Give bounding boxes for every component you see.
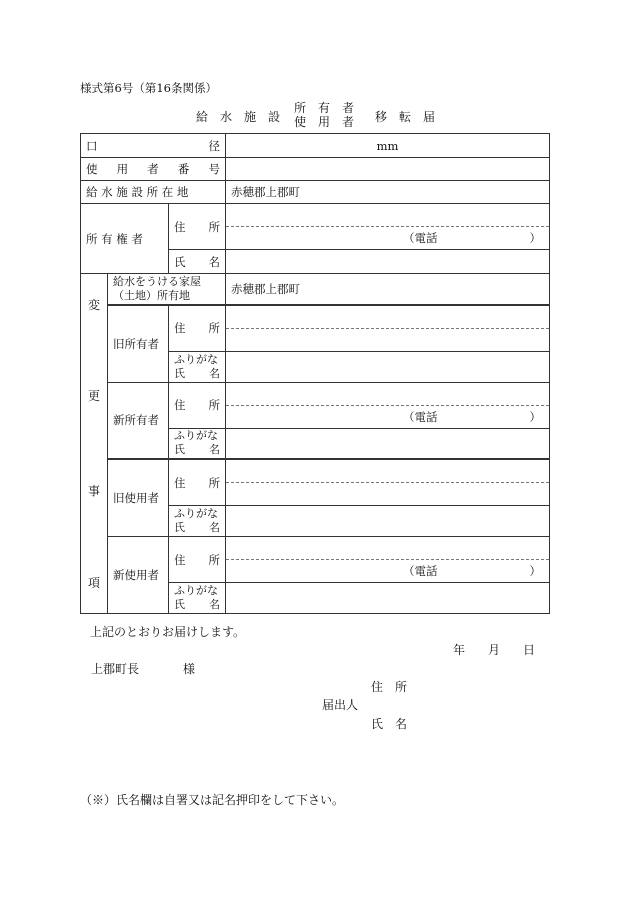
title-owner: 所 有 者 xyxy=(294,101,355,115)
statement: 上記のとおりお届けします。 xyxy=(90,625,246,639)
owner-tel: （電話 ） xyxy=(226,226,549,249)
title-stack xyxy=(294,101,354,129)
prev-owner-address-field[interactable] xyxy=(226,305,550,352)
no-name-b: 名 xyxy=(209,443,221,457)
row-house-land xyxy=(81,274,550,305)
prev-owner-name-label xyxy=(169,351,226,382)
title-suffix: 移 転 届 xyxy=(375,110,436,124)
po-addr-a: 住 xyxy=(174,321,186,335)
facility-location-label: 給 水 施 設 所 在 地 xyxy=(81,181,226,204)
house-label-2: （土地）所有地 xyxy=(113,288,190,302)
row-facility-location xyxy=(81,181,550,204)
date-month: 月 xyxy=(488,643,501,657)
prev-user-name-label xyxy=(169,506,226,537)
change-label xyxy=(81,274,108,614)
diameter-label-a: 口 xyxy=(86,138,98,153)
new-owner-address-label xyxy=(169,382,226,428)
title-user: 使 用 者 xyxy=(294,115,355,129)
owner-address-line xyxy=(226,204,549,226)
owner-label: 所 有 権 者 xyxy=(81,204,169,274)
no-furigana: ふりがな xyxy=(174,429,218,443)
pu-addr-a: 住 xyxy=(174,475,186,490)
pu-dash xyxy=(226,482,549,505)
house-label-1: 給水をうける家屋 xyxy=(113,274,201,288)
change-char-3: 事 xyxy=(88,484,101,498)
name-a: 氏 xyxy=(174,254,186,269)
prev-user-name-field[interactable] xyxy=(226,506,550,537)
applicant-name-label: 氏 名 xyxy=(371,717,408,731)
new-user-label: 新使用者 xyxy=(108,537,169,614)
user-no-c3: 番 xyxy=(177,162,190,176)
diameter-unit: mm xyxy=(376,138,399,153)
user-number-field[interactable] xyxy=(226,158,550,181)
addr-b: 所 xyxy=(208,219,221,234)
po-dash xyxy=(226,328,549,351)
nu-addr-a: 住 xyxy=(174,552,186,567)
prev-user-address-field[interactable] xyxy=(226,459,550,506)
user-number-label xyxy=(81,158,226,181)
change-char-4: 項 xyxy=(88,576,101,590)
owner-address-label xyxy=(169,204,226,250)
applicant-address-label: 住 所 xyxy=(371,680,408,694)
diameter-field[interactable] xyxy=(226,134,550,158)
user-no-c4: 号 xyxy=(208,162,220,176)
owner-name-label xyxy=(169,250,226,274)
new-owner-address-field[interactable] xyxy=(226,382,550,428)
prev-user-label: 旧使用者 xyxy=(108,459,169,537)
change-char-2: 更 xyxy=(88,389,101,403)
po-addr-b: 所 xyxy=(208,321,221,335)
honorific: 様 xyxy=(183,662,196,676)
diameter-label-b: 径 xyxy=(208,138,221,153)
prev-owner-name-field[interactable] xyxy=(226,351,550,382)
owner-name-field[interactable] xyxy=(226,250,550,274)
title-main: 給 水 施 設 xyxy=(196,110,281,124)
row-prev-user-address xyxy=(81,459,550,506)
transfer-form-table xyxy=(80,133,550,614)
no-name-a: 氏 xyxy=(174,443,185,457)
no-addr-b: 所 xyxy=(208,398,221,412)
pu-name-b: 名 xyxy=(209,521,221,534)
new-owner-name-label xyxy=(169,428,226,459)
user-no-c1: 用 xyxy=(116,162,129,176)
addr-a: 住 xyxy=(174,219,186,234)
diameter-label xyxy=(81,134,226,158)
owner-address-field[interactable] xyxy=(226,204,550,250)
facility-location-value: 赤穂郡上郡町 xyxy=(231,185,301,199)
name-b: 名 xyxy=(208,254,221,269)
po-name-b: 名 xyxy=(209,366,221,380)
nu-name-a: 氏 xyxy=(174,598,185,611)
date-year: 年 xyxy=(453,643,466,657)
prev-user-address-label xyxy=(169,459,226,506)
facility-location-field[interactable] xyxy=(226,181,550,204)
row-diameter xyxy=(81,134,550,158)
signature-note: （※）氏名欄は自署又は記名押印をして下さい。 xyxy=(80,793,345,807)
change-char-1: 変 xyxy=(88,298,101,312)
new-owner-tel: （電話 ） xyxy=(226,405,549,428)
new-user-address-label xyxy=(169,537,226,583)
new-user-address-field[interactable] xyxy=(226,537,550,583)
nu-line xyxy=(226,537,549,559)
user-no-c2: 者 xyxy=(147,162,159,176)
user-no-c0: 使 xyxy=(86,162,98,176)
form-number: 様式第6号（第16条関係） xyxy=(80,81,217,95)
prev-owner-address-label xyxy=(169,305,226,352)
new-user-name-label xyxy=(169,583,226,614)
new-owner-label: 新所有者 xyxy=(108,382,169,459)
nu-furigana: ふりがな xyxy=(174,584,218,597)
row-new-user-address xyxy=(81,537,550,583)
no-addr-a: 住 xyxy=(174,398,186,412)
applicant-label: 届出人 xyxy=(322,698,359,712)
date-day: 日 xyxy=(523,643,536,657)
new-user-name-field[interactable] xyxy=(226,583,550,614)
new-user-tel: （電話 ） xyxy=(226,559,549,582)
nu-addr-b: 所 xyxy=(208,552,221,567)
mayor: 上郡町長 xyxy=(91,662,140,676)
row-prev-owner-address xyxy=(81,305,550,352)
po-name-a: 氏 xyxy=(174,366,185,380)
po-furigana: ふりがな xyxy=(174,352,218,366)
row-owner-address xyxy=(81,204,550,250)
po-line xyxy=(226,306,549,328)
pu-line xyxy=(226,460,549,482)
row-new-owner-address xyxy=(81,382,550,428)
house-land-value: 赤穂郡上郡町 xyxy=(231,281,301,296)
nu-name-b: 名 xyxy=(209,598,221,611)
new-owner-name-field[interactable] xyxy=(226,428,550,459)
house-land-field[interactable] xyxy=(226,274,550,305)
house-land-label xyxy=(108,274,226,305)
no-line xyxy=(226,383,549,405)
pu-addr-b: 所 xyxy=(208,475,221,490)
pu-furigana: ふりがな xyxy=(174,507,218,520)
prev-owner-label: 旧所有者 xyxy=(108,305,169,383)
pu-name-a: 氏 xyxy=(174,521,185,534)
row-user-number xyxy=(81,158,550,181)
